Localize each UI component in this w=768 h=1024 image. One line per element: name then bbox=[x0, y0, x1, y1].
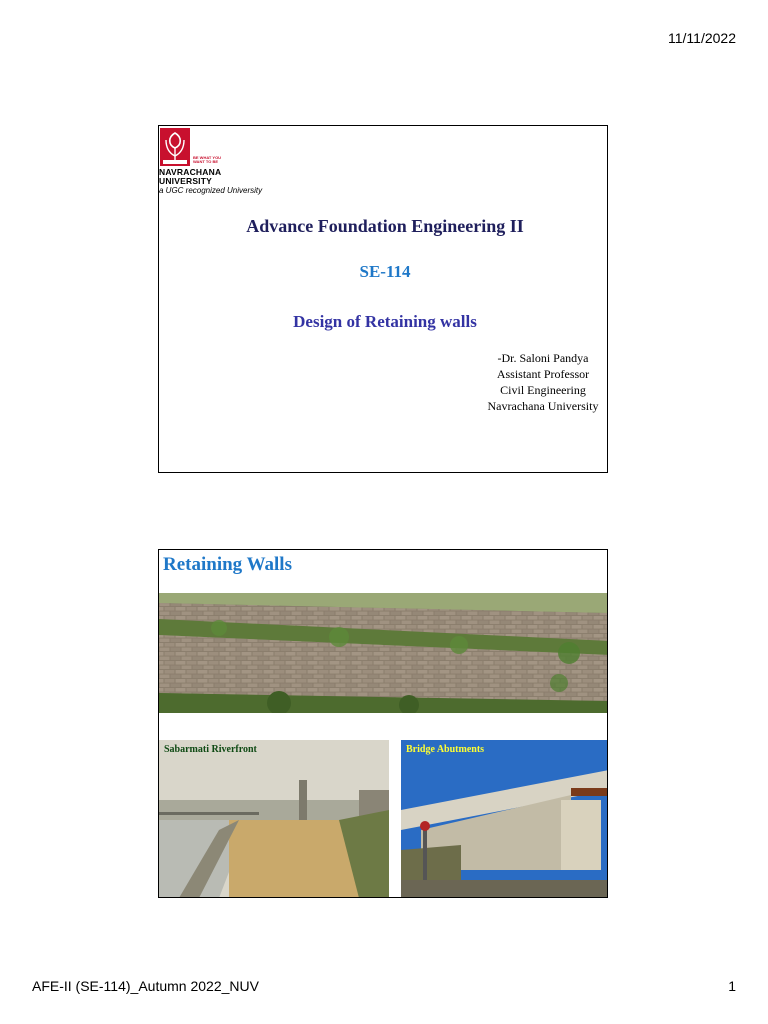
footer-course-label: AFE-II (SE-114)_Autumn 2022_NUV bbox=[32, 978, 259, 994]
page-number: 1 bbox=[728, 978, 736, 994]
page-date: 11/11/2022 bbox=[668, 30, 736, 46]
sabarmati-riverfront-photo bbox=[159, 740, 389, 898]
course-title: Advance Foundation Engineering II bbox=[246, 216, 524, 236]
course-code: SE-114 bbox=[359, 262, 411, 281]
author-institution: Navrachana University bbox=[487, 399, 599, 413]
retaining-walls-slide bbox=[158, 549, 608, 898]
logo-emblem-icon bbox=[160, 128, 190, 166]
bridge-abutments-photo bbox=[401, 740, 608, 898]
logo-tagline: BE WHAT YOU WANT TO BE bbox=[193, 155, 222, 164]
author-department: Civil Engineering bbox=[500, 383, 586, 397]
author-position: Assistant Professor bbox=[496, 367, 590, 381]
title-slide bbox=[158, 125, 608, 473]
caption-sabarmati: Sabarmati Riverfront bbox=[164, 744, 257, 755]
logo-name: NAVRACHANA UNIVERSITY bbox=[159, 167, 222, 186]
retaining-wall-photo bbox=[159, 593, 608, 713]
logo-subtitle: a UGC recognized University bbox=[159, 186, 263, 195]
slide-title: Retaining Walls bbox=[163, 554, 292, 575]
caption-bridge: Bridge Abutments bbox=[406, 744, 485, 755]
author-block bbox=[455, 350, 608, 414]
lecture-topic: Design of Retaining walls bbox=[293, 312, 477, 331]
university-logo bbox=[159, 126, 263, 198]
author-name: -Dr. Saloni Pandya bbox=[497, 351, 589, 365]
